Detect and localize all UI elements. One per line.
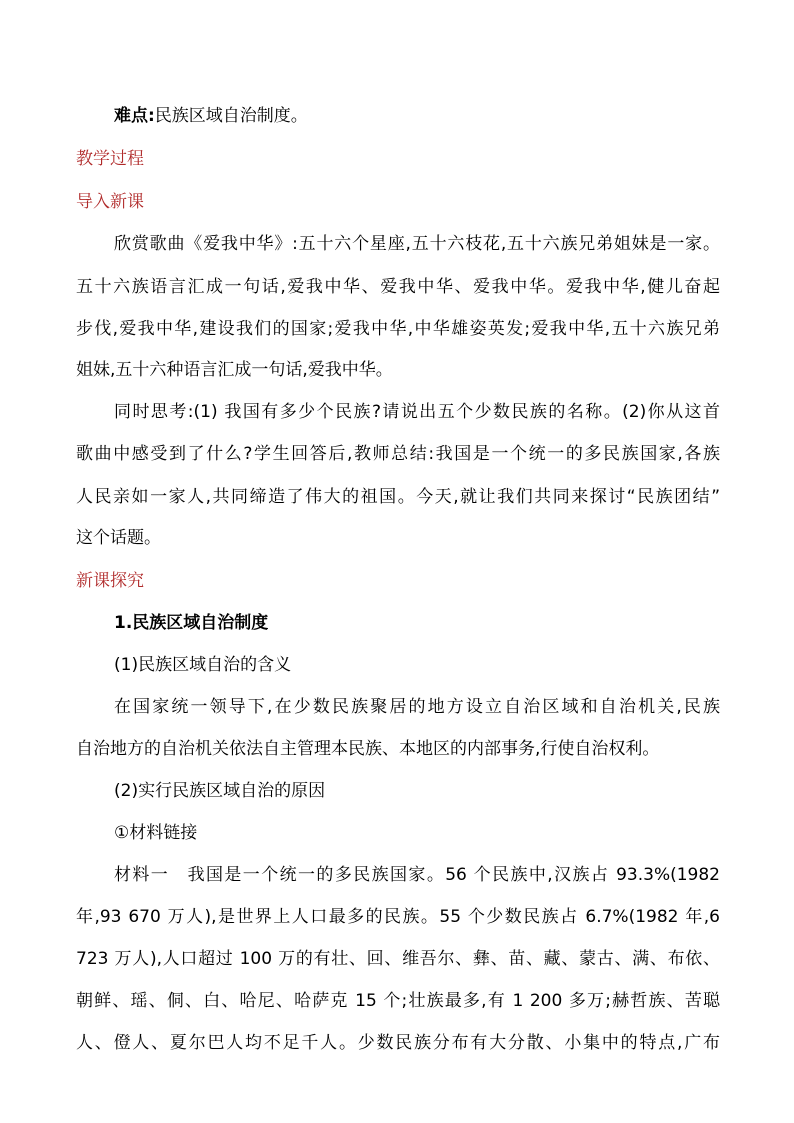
sub-heading-meaning: (1)民族区域自治的含义 bbox=[114, 655, 292, 675]
intro-line-2: 五十六族语言汇成一句话,爱我中华、爱我中华、爱我中华。爱我中华,健儿奋起 bbox=[76, 277, 720, 297]
material-1-line-5: 人、僜人、夏尔巴人均不足千人。少数民族分布有大分散、小集中的特点,广布 bbox=[76, 1033, 720, 1053]
sub-heading-reasons: (2)实行民族区域自治的原因 bbox=[114, 781, 326, 801]
material-1-line-2: 年,93 670 万人),是世界上人口最多的民族。55 个少数民族占 6.7%(1982 年,6 bbox=[76, 907, 720, 927]
meaning-line-1: 在国家统一领导下,在少数民族聚居的地方设立自治区域和自治机关,民族 bbox=[114, 697, 720, 717]
intro-line-4: 姐妹,五十六种语言汇成一句话,爱我中华。 bbox=[76, 360, 393, 380]
section-new-lesson: 新课探究 bbox=[76, 571, 144, 591]
section-teaching-process: 教学过程 bbox=[76, 149, 144, 169]
think-line-1: 同时思考:(1) 我国有多少个民族?请说出五个少数民族的名称。(2)你从这首 bbox=[114, 402, 720, 422]
intro-line-1: 欣赏歌曲《爱我中华》:五十六个星座,五十六枝花,五十六族兄弟姐妹是一家。 bbox=[114, 234, 720, 254]
material-1-line-3: 723 万人),人口超过 100 万的有壮、回、维吾尔、彝、苗、藏、蒙古、满、布依、 bbox=[76, 949, 720, 969]
material-link: ①材料链接 bbox=[114, 823, 198, 843]
intro-line-3: 步伐,爱我中华,建设我们的国家;爱我中华,中华雄姿英发;爱我中华,五十六族兄弟 bbox=[76, 319, 720, 339]
think-line-2: 歌曲中感受到了什么?学生回答后,教师总结:我国是一个统一的多民族国家,各族 bbox=[76, 444, 720, 464]
material-1-line-1: 材料一 我国是一个统一的多民族国家。56 个民族中,汉族占 93.3%(1982 bbox=[114, 865, 720, 885]
difficulty-line bbox=[114, 105, 720, 127]
topic-1-title: 1.民族区域自治制度 bbox=[114, 613, 269, 633]
difficulty-text: 民族区域自治制度。 bbox=[154, 106, 308, 126]
material-1-line-4: 朝鲜、瑶、侗、白、哈尼、哈萨克 15 个;壮族最多,有 1 200 多万;赫哲族、苦聪 bbox=[76, 991, 720, 1011]
section-intro: 导入新课 bbox=[76, 192, 144, 212]
difficulty-label: 难点: bbox=[114, 106, 155, 126]
meaning-line-2: 自治地方的自治机关依法自主管理本民族、本地区的内部事务,行使自治权利。 bbox=[76, 739, 660, 759]
think-line-3: 人民亲如一家人,共同缔造了伟大的祖国。今天,就让我们共同来探讨“民族团结” bbox=[76, 487, 720, 507]
think-line-4: 这个话题。 bbox=[76, 528, 161, 548]
